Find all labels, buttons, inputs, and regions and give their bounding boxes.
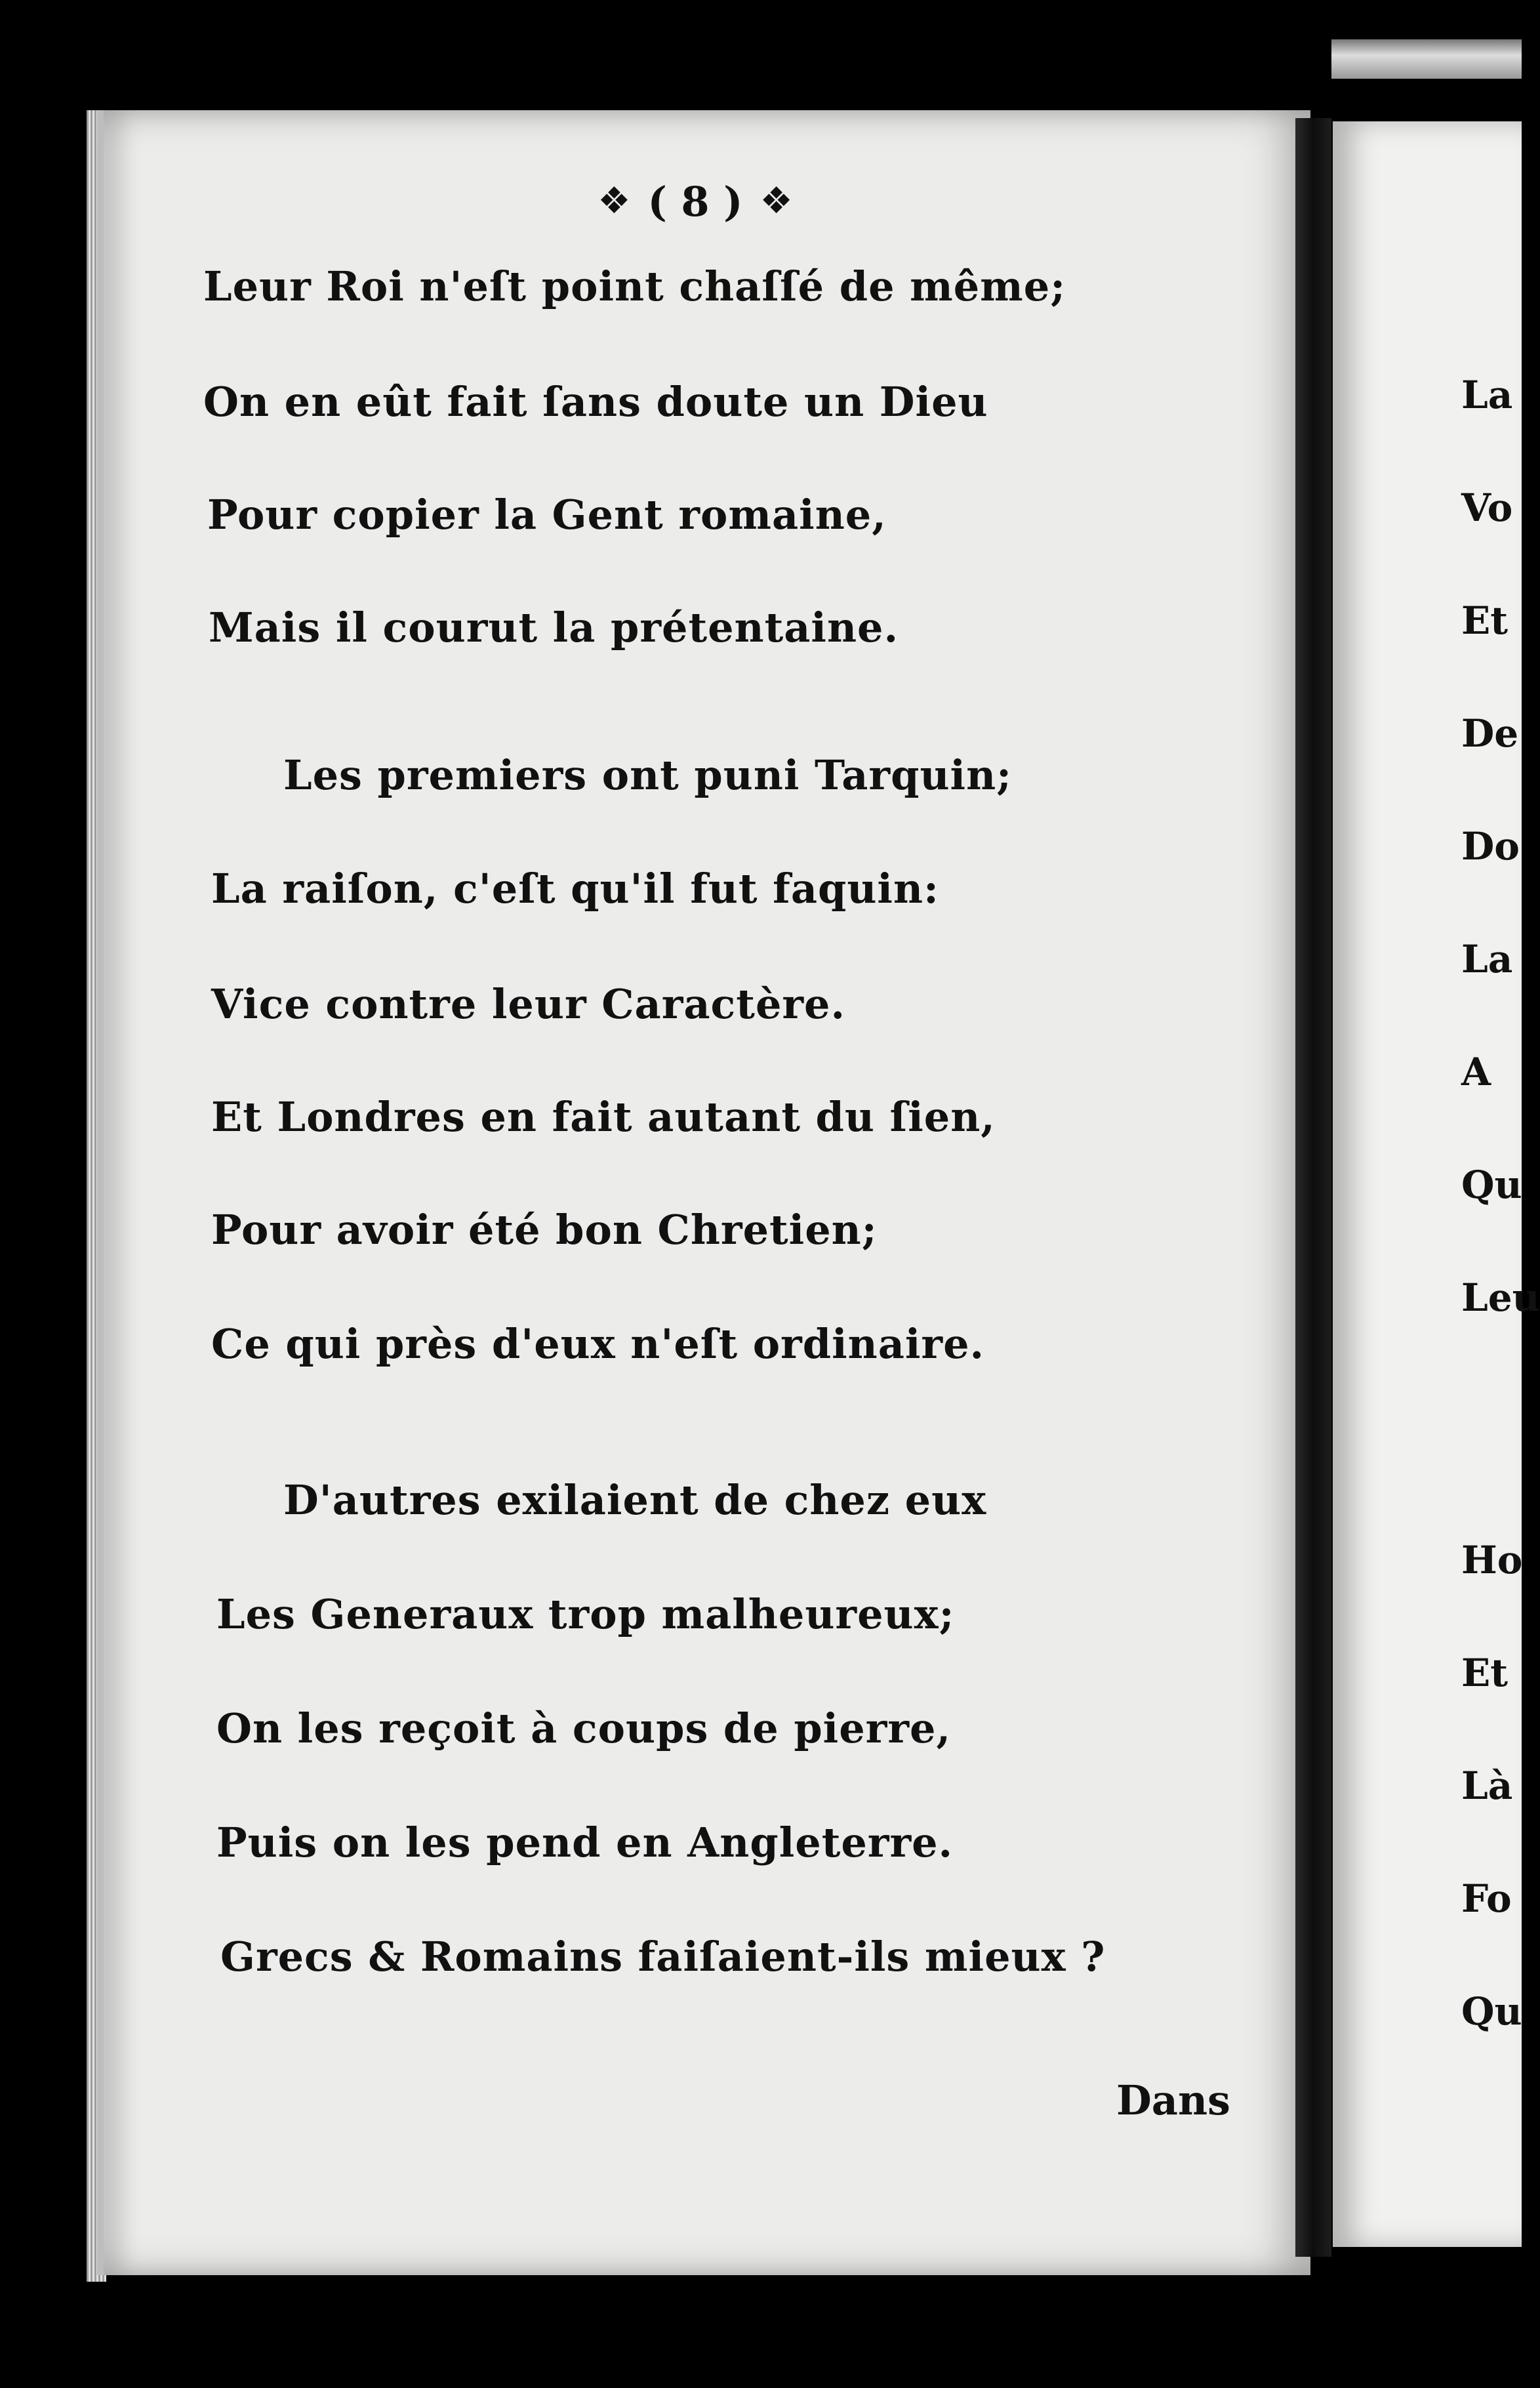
right-page-line-fragment: Vo: [1461, 485, 1513, 530]
verse-line: Ce qui près d'eux n'eſt ordinaire.: [211, 1320, 985, 1368]
right-page-line-fragment: Ho: [1461, 1538, 1523, 1582]
fleuron-right-icon: ❖: [760, 180, 793, 222]
right-page-line-fragment: La: [1461, 373, 1513, 417]
verse-line: Les Generaux trop malheureux;: [216, 1590, 955, 1638]
verse-line: La raiſon, c'eſt qu'il fut faquin:: [211, 865, 939, 913]
verse-line: Pour avoir été bon Chretien;: [211, 1206, 878, 1254]
verse-line: D'autres exilaient de chez eux: [283, 1476, 987, 1524]
verse-line: Et Londres en fait autant du ſien,: [211, 1093, 996, 1141]
right-page-line-fragment: Fo: [1461, 1876, 1512, 1921]
right-page-line-fragment: Et: [1461, 1651, 1508, 1695]
right-page-line-fragment: Qu: [1461, 1989, 1522, 2034]
right-page-line-fragment: De: [1461, 711, 1519, 756]
right-page-line-fragment: La: [1461, 937, 1513, 981]
fleuron-left-icon: ❖: [598, 180, 631, 222]
verse-line: Les premiers ont puni Tarquin;: [283, 751, 1013, 799]
page-number: ( 8 ): [647, 177, 743, 226]
right-page-line-fragment: A: [1461, 1050, 1491, 1094]
verse-line: Puis on les pend en Angleterre.: [216, 1819, 954, 1866]
book-gutter: [1295, 118, 1331, 2257]
verse-line: On les reçoit à coups de pierre,: [216, 1704, 952, 1752]
page-header: [525, 172, 866, 231]
verse-line: Grecs & Romains faiſaient-ils mieux ?: [220, 1933, 1106, 1981]
page-edge-strip: [1331, 39, 1522, 79]
right-page-line-fragment: Qu: [1461, 1163, 1522, 1207]
verse-line: Vice contre leur Caractère.: [211, 980, 846, 1028]
verse-line: On en eût fait ſans doute un Dieu: [203, 378, 988, 426]
verse-line: Mais il courut la prétentaine.: [209, 604, 899, 651]
right-page-line-fragment: Et: [1461, 598, 1508, 643]
right-page-line-fragment: Do: [1461, 824, 1520, 869]
verse-line: Pour copier la Gent romaine,: [207, 491, 887, 539]
right-page-line-fragment: Leu: [1461, 1275, 1540, 1320]
right-page-line-fragment: Là: [1461, 1763, 1513, 1808]
catchword: Dans: [1116, 2076, 1230, 2124]
verse-line: Leur Roi n'eſt point chaſſé de même;: [203, 262, 1066, 310]
